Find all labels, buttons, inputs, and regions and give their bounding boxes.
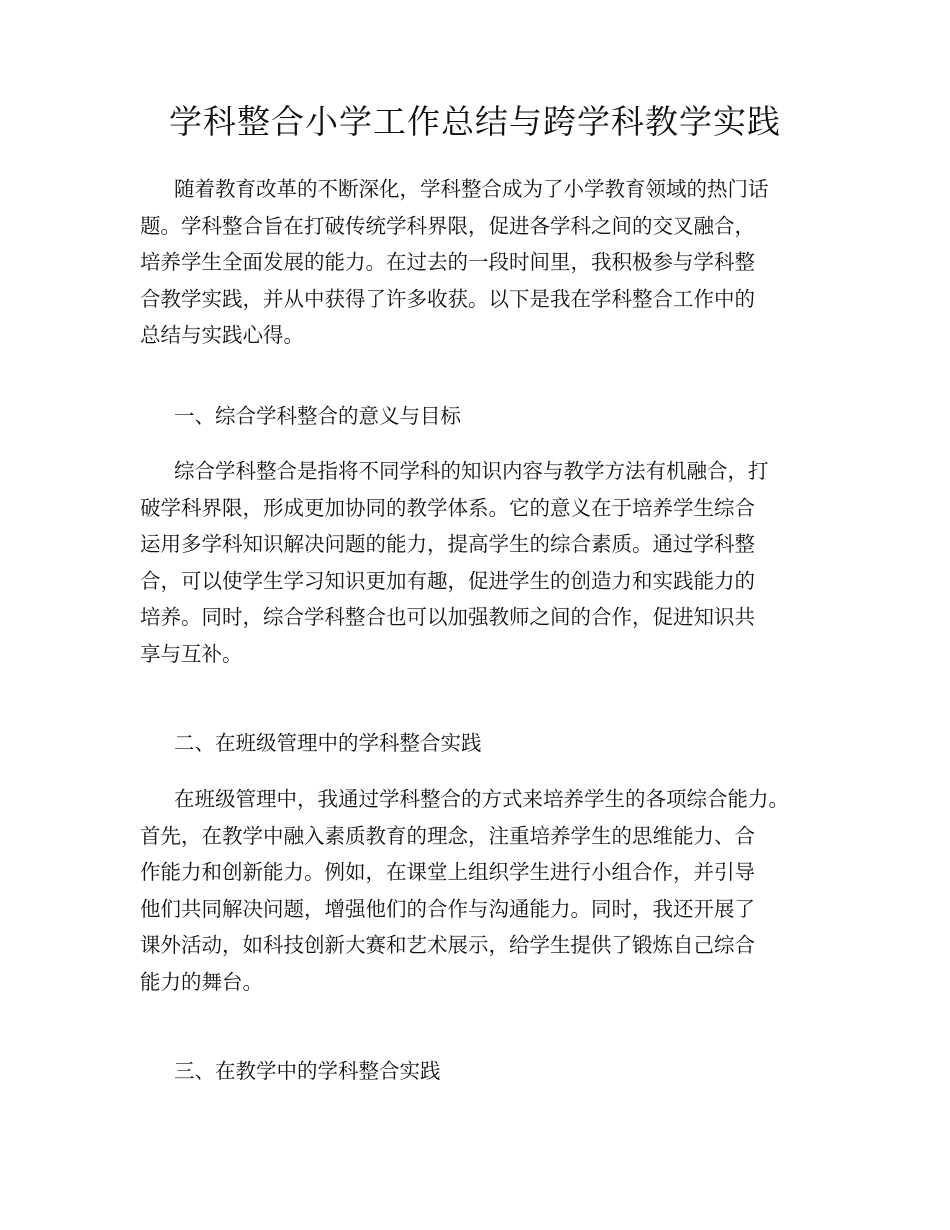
paragraph-line: 题。学科整合旨在打破传统学科界限，促进各学科之间的交叉融合， (140, 213, 755, 238)
document-title: 学科整合小学工作总结与跨学科教学实践 (169, 102, 781, 141)
paragraph-line: 破学科界限，形成更加协同的教学体系。它的意义在于培养学生综合 (140, 495, 755, 520)
section-heading-text: 一、综合学科整合的意义与目标 (174, 404, 461, 428)
paragraph-line: 培养学生全面发展的能力。在过去的一段时间里，我积极参与学科整 (140, 250, 755, 274)
paragraph-line: 能力的舞台。 (140, 969, 263, 994)
paragraph-line: 总结与实践心得。 (140, 323, 304, 347)
paragraph-line: 他们共同解决问题，增强他们的合作与沟通能力。同时，我还开展了 (140, 896, 755, 921)
paragraph-line: 运用多学科知识解决问题的能力，提高学生的综合素质。通过学科整 (140, 532, 755, 556)
paragraph-line: 培养。同时，综合学科整合也可以加强教师之间的合作，促进知识共 (140, 605, 755, 629)
paragraph-line: 在班级管理中，我通过学科整合的方式来培养学生的各项综合能力。 (174, 787, 789, 811)
section-heading-1 (140, 398, 830, 435)
paragraph-line: 综合学科整合是指将不同学科的知识内容与教学方法有机融合，打 (174, 459, 769, 483)
paragraph-line: 随着教育改革的不断深化，学科整合成为了小学教育领域的热门话 (174, 177, 769, 201)
paragraph-line: 合教学实践，并从中获得了许多收获。以下是我在学科整合工作中的 (140, 286, 755, 311)
paragraph-line: 合，可以使学生学习知识更加有趣，促进学生的创造力和实践能力的 (140, 568, 755, 593)
section-1-paragraph (140, 453, 830, 672)
section-heading-text: 二、在班级管理中的学科整合实践 (174, 731, 482, 755)
section-heading-3 (140, 1053, 830, 1090)
intro-paragraph (140, 171, 830, 354)
paragraph-line: 作能力和创新能力。例如，在课堂上组织学生进行小组合作，并引导 (140, 860, 755, 884)
section-heading-2 (140, 725, 830, 762)
paragraph-line: 课外活动，如科技创新大赛和艺术展示，给学生提供了锻炼自己综合 (140, 933, 755, 957)
section-heading-text: 三、在教学中的学科整合实践 (174, 1059, 441, 1083)
paragraph-line: 首先，在教学中融入素质教育的理念，注重培养学生的思维能力、合 (140, 823, 755, 848)
section-2-paragraph (140, 781, 830, 1000)
paragraph-line: 享与互补。 (140, 641, 243, 666)
